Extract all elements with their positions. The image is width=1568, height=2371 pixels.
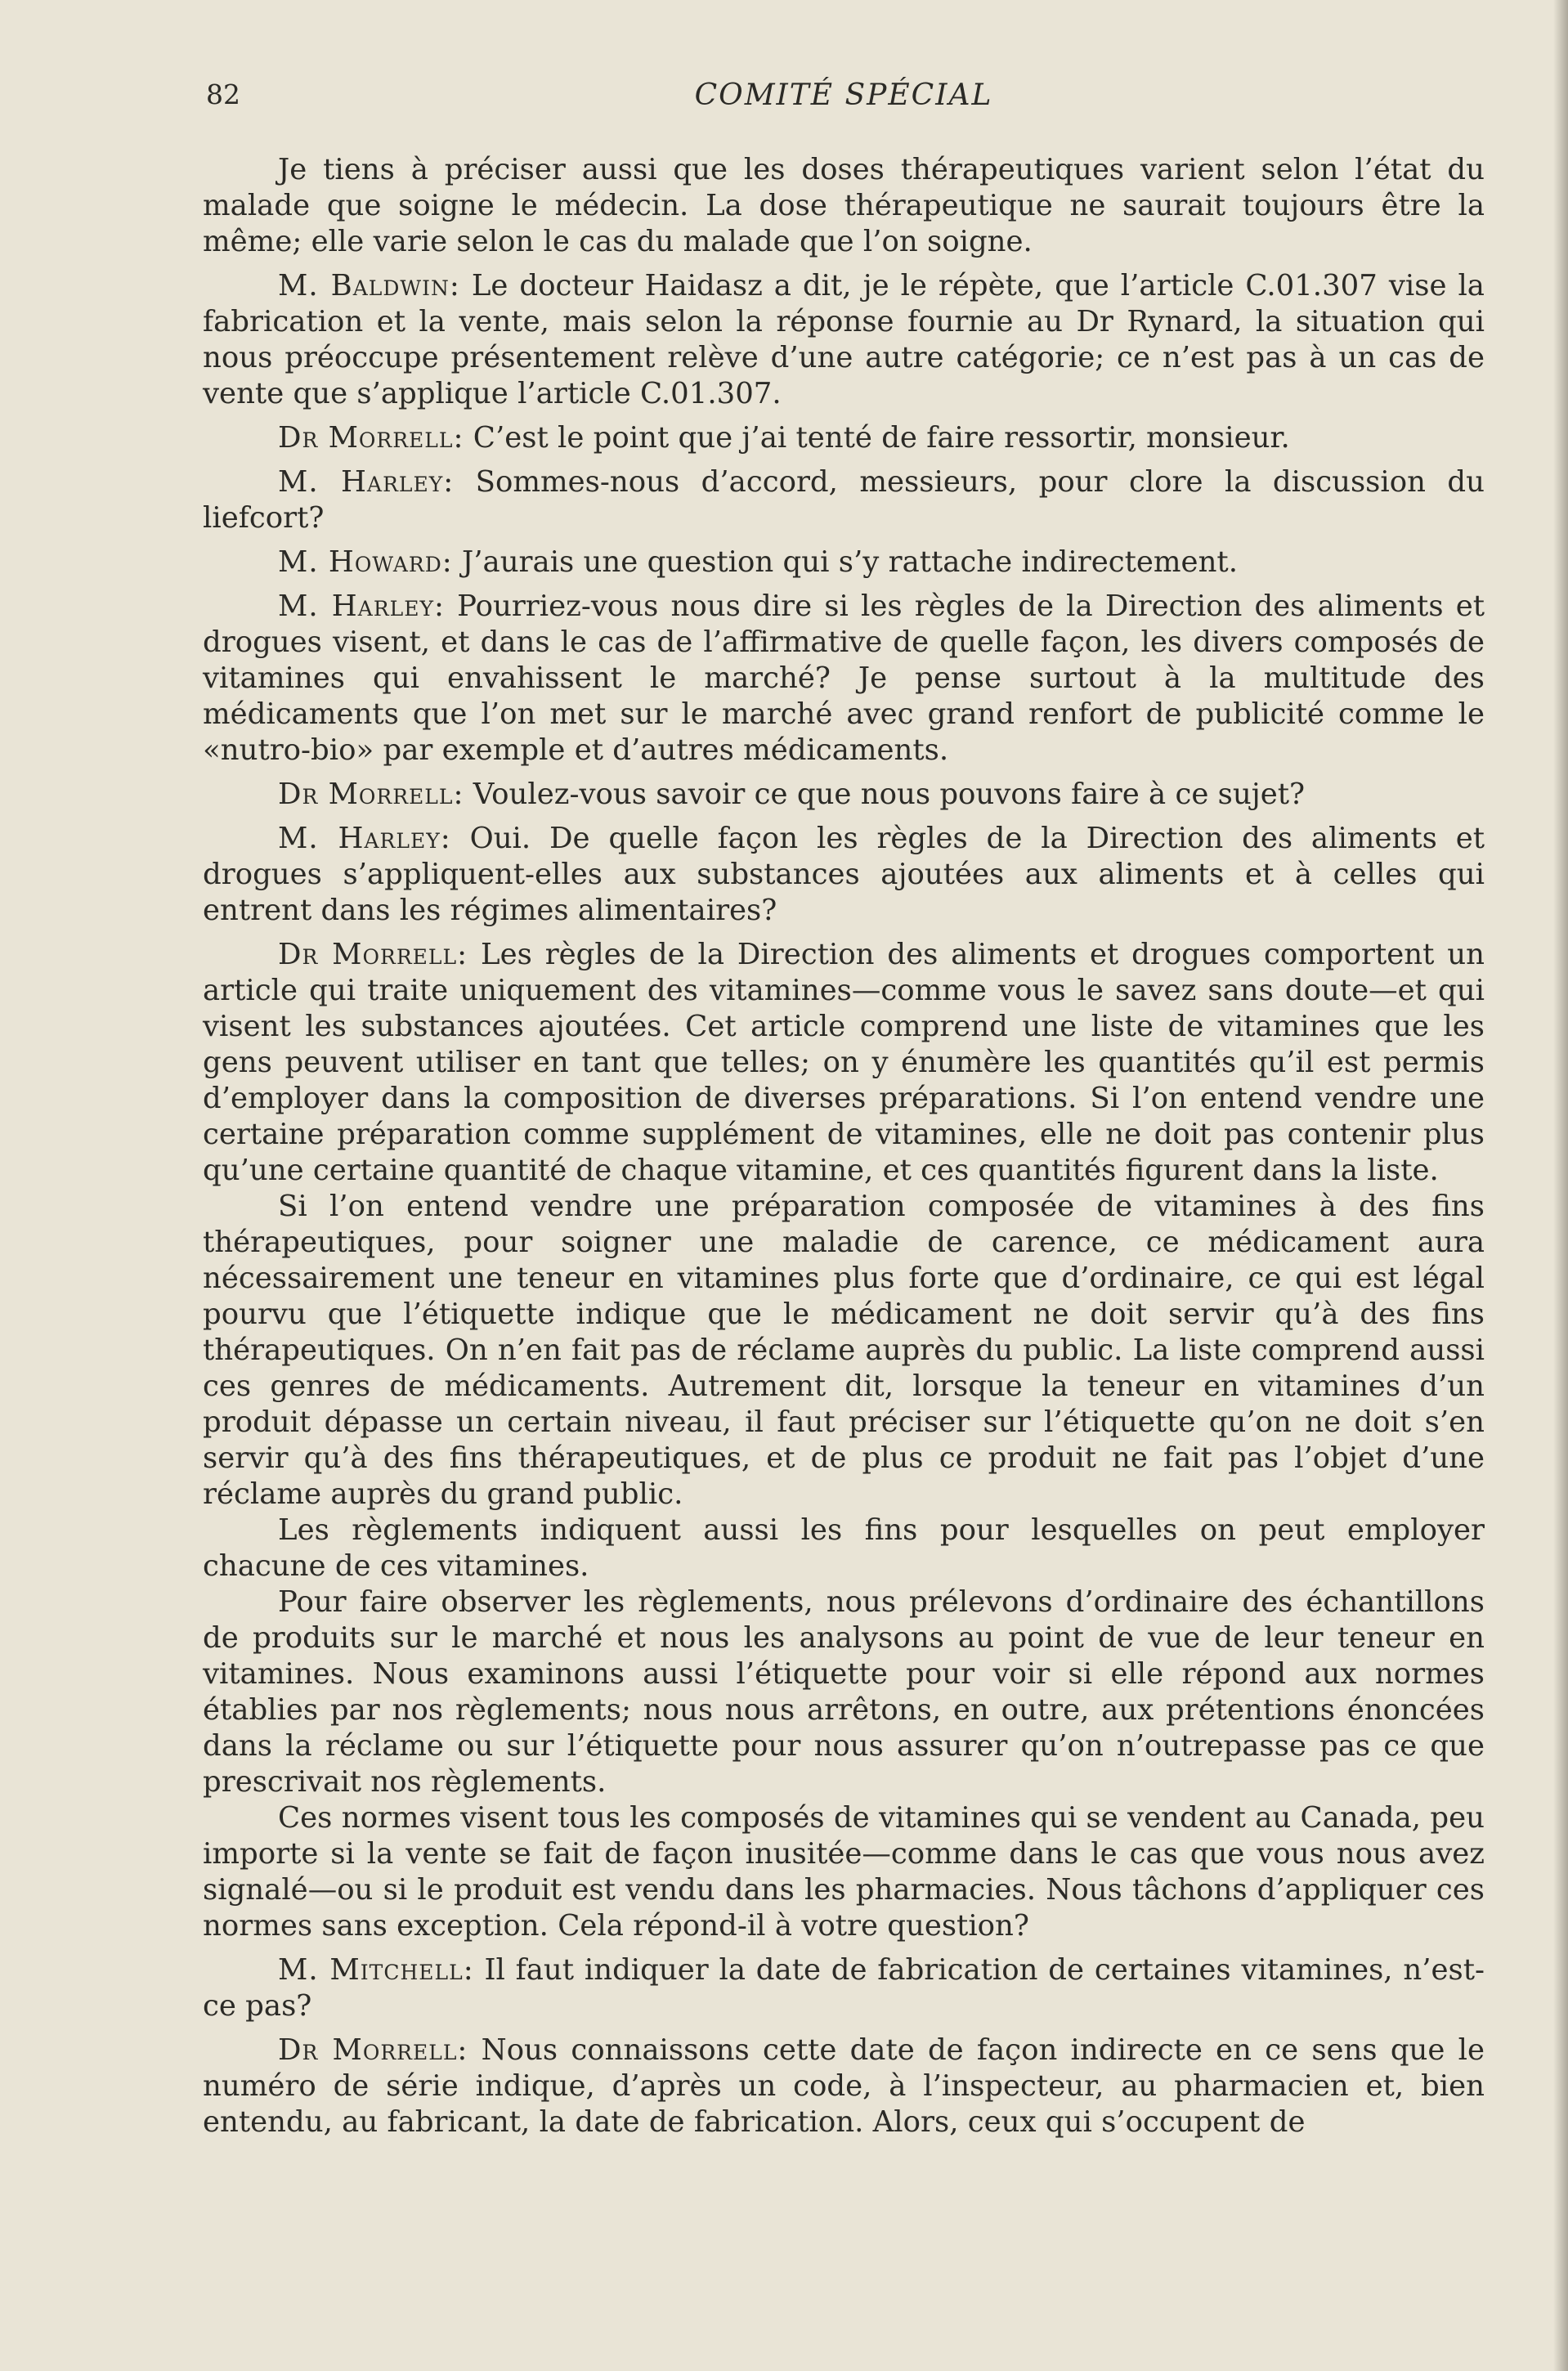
speaker-name: M. Harley: bbox=[278, 465, 455, 499]
paragraph-text: Je tiens à préciser aussi que les doses thérapeutiques varient selon l’état du malade que soigne le médecin. La dose thérapeutique ne saurait toujours être la même; elle varie selon le cas du malade que l’on soigne. bbox=[203, 153, 1485, 258]
paragraph bbox=[203, 1513, 1485, 1584]
page-edge-shadow bbox=[1553, 0, 1568, 2371]
paragraph bbox=[203, 464, 1485, 536]
speaker-name: M. Mitchell: bbox=[278, 1953, 474, 1987]
paragraph bbox=[203, 1189, 1485, 1513]
paragraph bbox=[203, 1584, 1485, 1800]
paragraph bbox=[203, 2033, 1485, 2140]
speaker-name: Dr Morrell: bbox=[278, 778, 464, 811]
paragraph-text: C’est le point que j’ai tenté de faire ressortir, monsieur. bbox=[473, 421, 1290, 455]
page-number: 82 bbox=[206, 78, 240, 110]
speaker-name: Dr Morrell: bbox=[278, 421, 464, 455]
paragraph-text: Pourriez-vous nous dire si les règles de la Direction des aliments et drogues visent, et dans le cas de l’affirmative de quelle façon, les divers composés de vitamines qui envahissent le marché? Je pense surtout à la multitude des médicaments que l’on met sur le marché avec grand renfort de publicité comme le «nutro-bio» par exemple et d’autres médicaments. bbox=[203, 589, 1485, 767]
paragraph-text: Oui. De quelle façon les règles de la Direction des aliments et drogues s’appliquent-elles aux substances ajoutées aux aliments et à celles qui entrent dans les régimes alimentaires? bbox=[203, 822, 1485, 927]
paragraph-text: Voulez-vous savoir ce que nous pouvons faire à ce sujet? bbox=[473, 778, 1306, 811]
paragraph bbox=[203, 1800, 1485, 1944]
running-title: COMITÉ SPÉCIAL bbox=[694, 78, 993, 112]
paragraph-text: Le docteur Haidasz a dit, je le répète, que l’article C.01.307 vise la fabrication et la vente, mais selon la réponse fournie au Dr Rynard, la situation qui nous préoccupe présentement relève d’une autre catégorie; ce n’est pas à un cas de vente que s’applique l’article C.01.307. bbox=[203, 269, 1485, 410]
speaker-name: Dr Morrell: bbox=[278, 938, 468, 971]
paragraph bbox=[203, 420, 1485, 456]
paragraph-text: Si l’on entend vendre une préparation composée de vitamines à des fins thérapeutiques, pour soigner une maladie de carence, ce médicament aura nécessairement une teneur en vitamines plus forte que d’ordinaire, ce qui est légal pourvu que l’étiquette indique que le médicament ne doit servir qu’à des fins thérapeutiques. On n’en fait pas de réclame auprès du public. La liste comprend aussi ces genres de médicaments. Autrement dit, lorsque la teneur en vitamines d’un produit dépasse un certain niveau, il faut préciser sur l’étiquette qu’on ne doit s’en servir qu’à des fins thérapeutiques, et de plus ce produit ne fait pas l’objet d’une réclame auprès du grand public. bbox=[203, 1190, 1485, 1511]
paragraph-text: Les règles de la Direction des aliments et drogues comportent un article qui traite uniquement des vitamines—comme vous le savez sans doute—et qui visent les substances ajoutées. Cet article comprend une liste de vitamines que les gens peuvent utiliser en tant que telles; on y énumère les quantités qu’il est permis d’employer dans la composition de diverses préparations. Si l’on entend vendre une certaine préparation comme supplément de vitamines, elle ne doit pas contenir plus qu’une certaine quantité de chaque vitamine, et ces quantités figurent dans la liste. bbox=[203, 938, 1485, 1187]
speaker-name: M. Howard: bbox=[278, 545, 453, 579]
paragraph bbox=[203, 821, 1485, 929]
speaker-name: M. Baldwin: bbox=[278, 269, 460, 303]
speaker-name: M. Harley: bbox=[278, 822, 451, 855]
paragraph bbox=[203, 589, 1485, 769]
paragraph-text: J’aurais une question qui s’y rattache indirectement. bbox=[462, 545, 1238, 579]
speaker-name: Dr Morrell: bbox=[278, 2033, 468, 2067]
page-body bbox=[203, 152, 1485, 2149]
paragraph-text: Il faut indiquer la date de fabrication de certaines vitamines, n’est-ce pas? bbox=[203, 1953, 1485, 2023]
paragraph-text: Ces normes visent tous les composés de vitamines qui se vendent au Canada, peu importe si la vente se fait de façon inusitée—comme dans le cas que vous nous avez signalé—ou si le produit est vendu dans les pharmacies. Nous tâchons d’appliquer ces normes sans exception. Cela répond-il à votre question? bbox=[203, 1801, 1485, 1943]
paragraph bbox=[203, 545, 1485, 580]
paragraph bbox=[203, 268, 1485, 412]
speaker-name: M. Harley: bbox=[278, 589, 445, 623]
page-header bbox=[206, 78, 1481, 128]
paragraph-text: Les règlements indiquent aussi les fins pour lesquelles on peut employer chacune de ces vitamines. bbox=[203, 1513, 1485, 1583]
paragraph bbox=[203, 937, 1485, 1189]
paragraph-text: Pour faire observer les règlements, nous prélevons d’ordinaire des échantillons de produits sur le marché et nous les analysons au point de vue de leur teneur en vitamines. Nous examinons aussi l’étiquette pour voir si elle répond aux normes établies par nos règlements; nous nous arrêtons, en outre, aux prétentions énoncées dans la réclame ou sur l’étiquette pour nous assurer qu’on n’outrepasse pas ce que prescrivait nos règlements. bbox=[203, 1585, 1485, 1799]
paragraph bbox=[203, 152, 1485, 260]
paragraph bbox=[203, 1952, 1485, 2024]
paragraph-text: Nous connaissons cette date de façon indirecte en ce sens que le numéro de série indique, d’après un code, à l’inspecteur, au pharmacien et, bien entendu, au fabricant, la date de fabrication. Alors, ceux qui s’occupent de bbox=[203, 2033, 1485, 2139]
paragraph-text: Sommes-nous d’accord, messieurs, pour clore la discussion du liefcort? bbox=[203, 465, 1485, 535]
paragraph bbox=[203, 777, 1485, 813]
